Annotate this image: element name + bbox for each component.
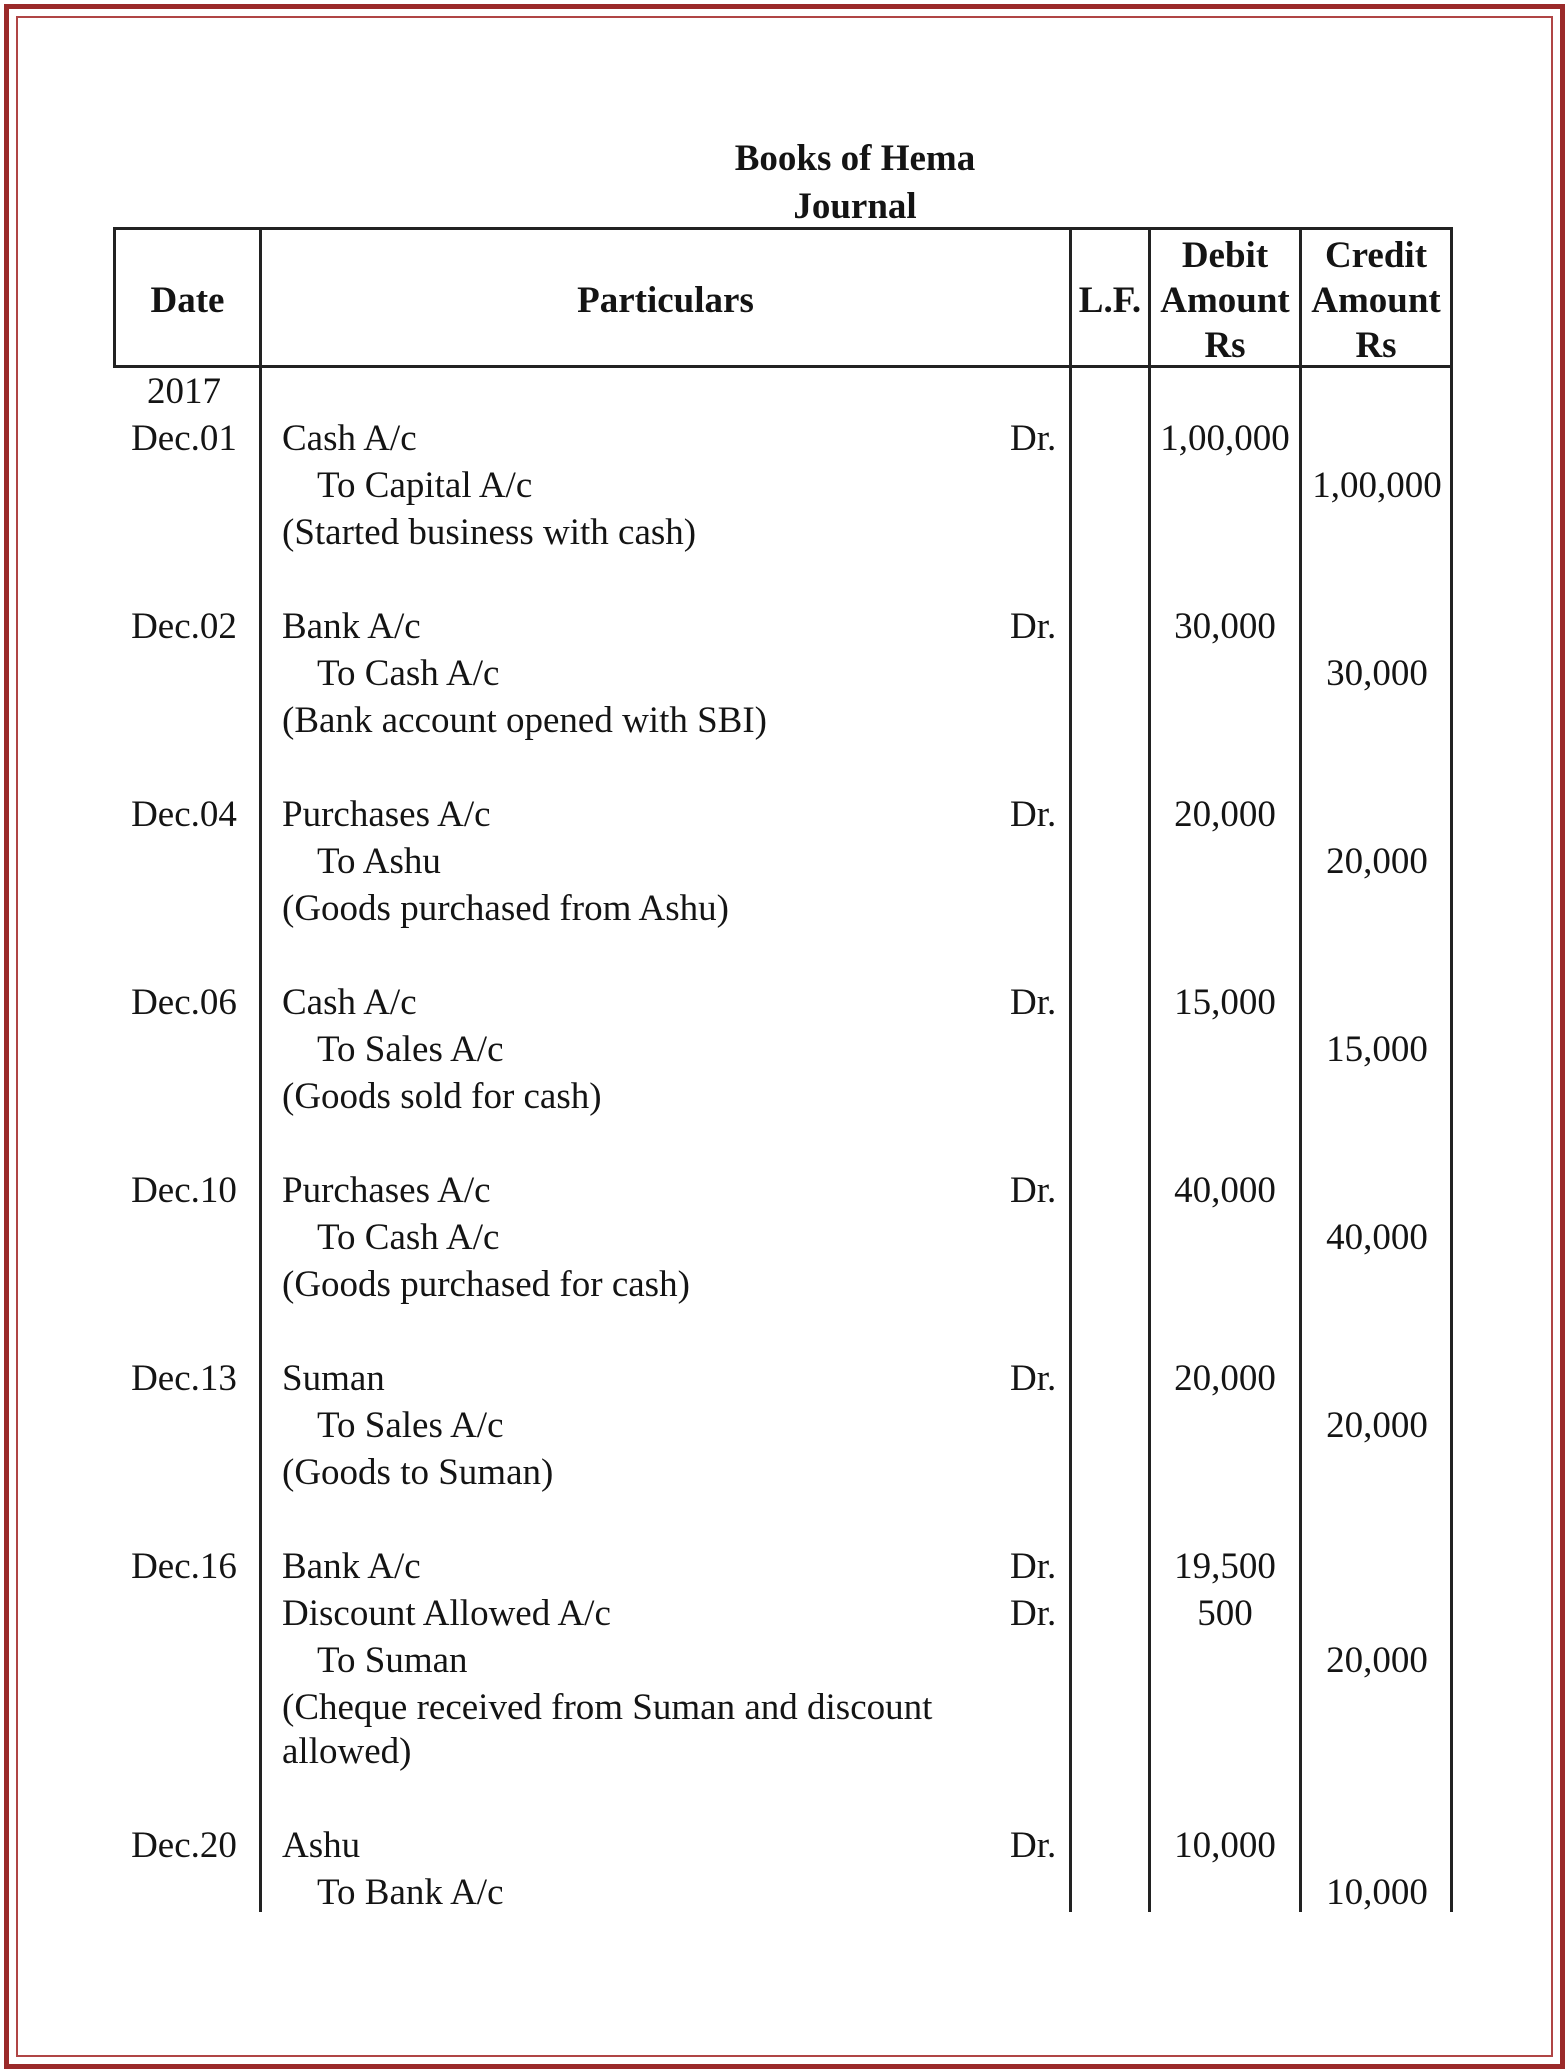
entry-date: Dec.20 [131, 1825, 237, 1866]
entry-dr-marker: Dr. [1010, 606, 1057, 647]
entry-debit-amount: 20,000 [1174, 794, 1276, 835]
entry-particular: To Capital A/c [317, 465, 533, 506]
entry-narration: (Bank account opened with SBI) [282, 700, 767, 741]
entry-narration: (Started business with cash) [282, 512, 697, 553]
entry-debit-amount: 15,000 [1174, 982, 1276, 1023]
entry-date: Dec.02 [131, 606, 237, 647]
entry-narration: allowed) [282, 1731, 412, 1772]
column-header-credit [1302, 233, 1450, 368]
entry-credit-amount: 1,00,000 [1312, 465, 1442, 506]
entry-particular: Bank A/c [282, 1546, 421, 1587]
entry-dr-marker: Dr. [1010, 982, 1057, 1023]
column-header-credit-line: Credit [1324, 235, 1428, 276]
entry-particular: Bank A/c [282, 606, 421, 647]
column-header-debit-line: Rs [1204, 325, 1246, 366]
entry-dr-marker: Dr. [1010, 1170, 1057, 1211]
year-label: 2017 [147, 371, 221, 412]
column-header-debit-line: Debit [1181, 235, 1269, 276]
entry-particular: Ashu [282, 1825, 361, 1866]
entry-debit-amount: 40,000 [1174, 1170, 1276, 1211]
column-header-particulars: Particulars [577, 280, 754, 321]
entry-particular: Cash A/c [282, 982, 417, 1023]
entry-date: Dec.13 [131, 1358, 237, 1399]
entry-date: Dec.01 [131, 418, 237, 459]
column-header-date: Date [150, 280, 225, 321]
entry-date: Dec.04 [131, 794, 237, 835]
entry-date: Dec.10 [131, 1170, 237, 1211]
entry-narration: (Goods purchased from Ashu) [282, 888, 729, 929]
entry-particular: To Sales A/c [317, 1405, 504, 1446]
entry-narration: (Goods purchased for cash) [282, 1264, 690, 1305]
column-header-credit-line: Amount [1311, 280, 1441, 321]
entry-debit-amount: 30,000 [1174, 606, 1276, 647]
entry-dr-marker: Dr. [1010, 1825, 1057, 1866]
column-header-debit [1151, 233, 1299, 368]
entry-debit-amount: 1,00,000 [1160, 418, 1290, 459]
entry-credit-amount: 40,000 [1326, 1217, 1428, 1258]
column-rule-particulars [1069, 227, 1072, 1912]
entry-credit-amount: 10,000 [1326, 1872, 1428, 1913]
entry-dr-marker: Dr. [1010, 794, 1057, 835]
entry-particular: To Cash A/c [317, 653, 500, 694]
entry-dr-marker: Dr. [1010, 418, 1057, 459]
entry-debit-amount: 19,500 [1174, 1546, 1276, 1587]
entry-dr-marker: Dr. [1010, 1546, 1057, 1587]
entry-debit-amount: 10,000 [1174, 1825, 1276, 1866]
entry-particular: Suman [282, 1358, 385, 1399]
entry-credit-amount: 20,000 [1326, 841, 1428, 882]
entry-dr-marker: Dr. [1010, 1358, 1057, 1399]
entry-narration: (Goods to Suman) [282, 1452, 554, 1493]
table-top-rule [113, 227, 1453, 230]
entry-particular: Discount Allowed A/c [282, 1593, 611, 1634]
entry-debit-amount: 20,000 [1174, 1358, 1276, 1399]
entry-dr-marker: Dr. [1010, 1593, 1057, 1634]
column-header-lf: L.F. [1078, 280, 1142, 321]
entry-particular: To Bank A/c [317, 1872, 504, 1913]
entry-narration: (Goods sold for cash) [282, 1076, 602, 1117]
column-rule-date [259, 227, 262, 1912]
entry-narration: (Cheque received from Suman and discount [282, 1687, 933, 1728]
entry-credit-amount: 30,000 [1326, 653, 1428, 694]
entry-particular: To Ashu [317, 841, 441, 882]
column-rule-lf [1148, 227, 1151, 1912]
entry-credit-amount: 15,000 [1326, 1029, 1428, 1070]
entry-credit-amount: 20,000 [1326, 1405, 1428, 1446]
entry-date: Dec.06 [131, 982, 237, 1023]
entry-debit-amount: 500 [1197, 1593, 1253, 1634]
entry-particular: To Sales A/c [317, 1029, 504, 1070]
entry-credit-amount: 20,000 [1326, 1640, 1428, 1681]
entry-particular: To Cash A/c [317, 1217, 500, 1258]
entry-particular: To Suman [317, 1640, 468, 1681]
entry-particular: Purchases A/c [282, 794, 491, 835]
column-header-credit-line: Rs [1355, 325, 1397, 366]
entry-date: Dec.16 [131, 1546, 237, 1587]
column-header-debit-line: Amount [1160, 280, 1290, 321]
entry-particular: Purchases A/c [282, 1170, 491, 1211]
entry-particular: Cash A/c [282, 418, 417, 459]
